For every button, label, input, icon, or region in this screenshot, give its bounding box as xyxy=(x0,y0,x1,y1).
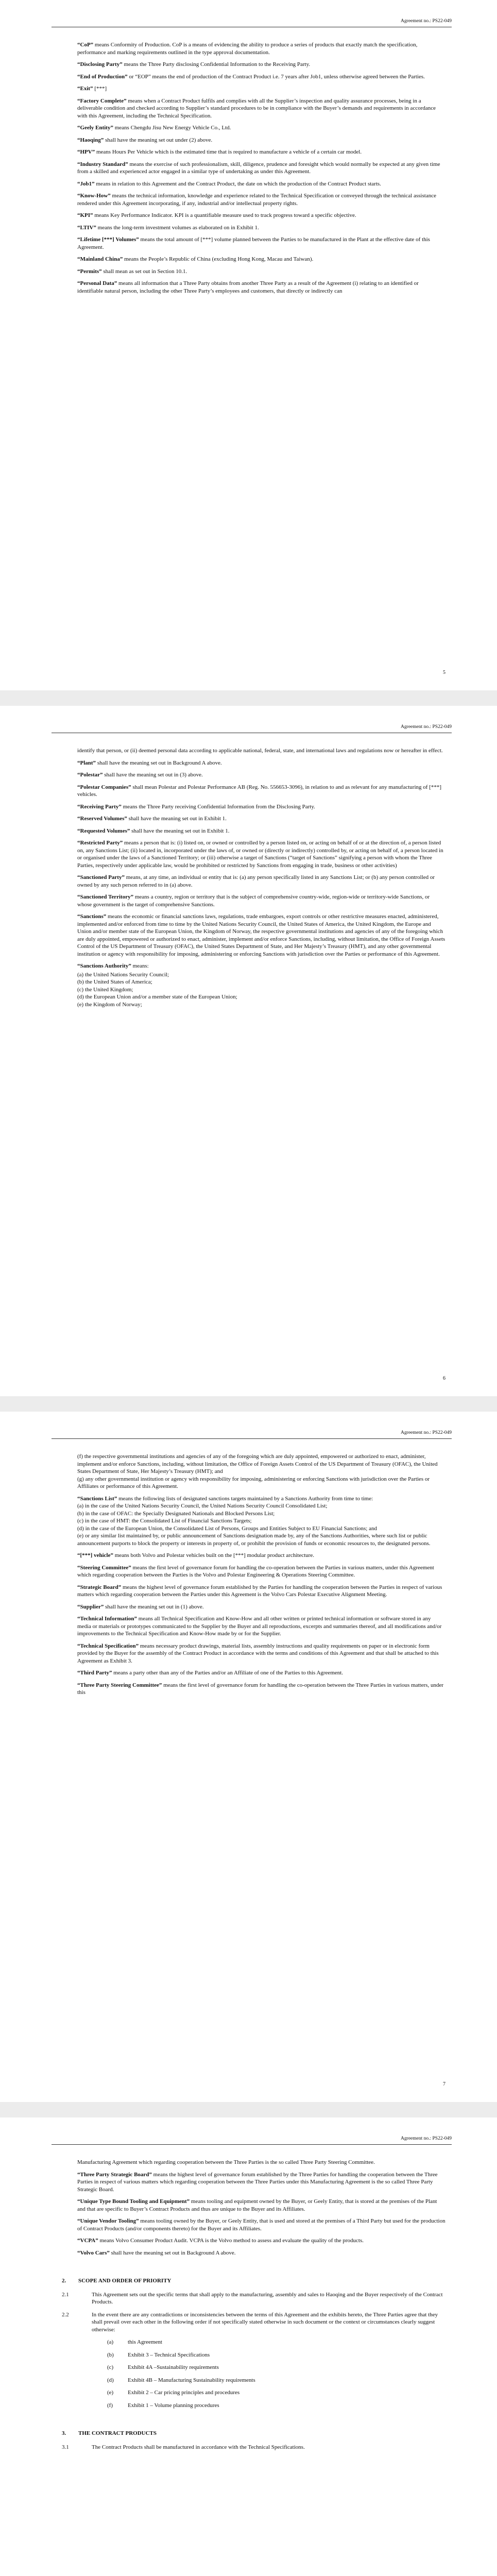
definition-paragraph: “Requested Volumes” shall have the meaning set out in Exhibit 1. xyxy=(77,827,230,834)
clause-2-2: 2.2 In the event there are any contradictions or inconsistencies between the terms of this Agreement and the exhibits hereto, the Three Parties agree that they shall prevail over each other in the following order if not specifically stated otherwise in such document or the context or circumstances clearly suggest otherwise: xyxy=(62,2311,438,2333)
definition-paragraph: “Sanctioned Party” means, at any time, an individual or entity that is: (a) any person specifically listed in any Sanctions List; or (b) any person controlled or owned by any such person referred to in (a) above. xyxy=(77,874,435,888)
definition-paragraph: “Unique Type Bound Tooling and Equipment” means tooling and equipment owned by the Buyer, or Geely Entity, that is stored at the premises of the Plant and that are specific to Buyer’s Contract Products and thus are unique to the Buyer and its Affiliates. xyxy=(77,2198,437,2212)
definition-paragraph: “Know-How” means the technical information, knowledge and experience related to the Technical Specification or conveyed through the technical assistance rendered under this Agreement incorporating, if any, industrial and/or intellectual property rights. xyxy=(77,193,436,207)
section-heading-scope: 2. SCOPE AND ORDER OF PRIORITY xyxy=(62,2278,172,2284)
definitions-block xyxy=(62,2159,445,2456)
definition-paragraph: “Unique Vendor Tooling” means tooling owned by the Buyer, or Geely Entity, that is used and stored at the premises of a Third Party but used for the production of Contract Products (and/or components thereto) for the Buyer and its Affiliates. xyxy=(77,2218,445,2232)
header-rule xyxy=(52,1438,452,1439)
definition-paragraph: “Sanctions Authority” means: xyxy=(77,963,149,970)
definition-paragraph: “Reserved Volumes” shall have the meaning set out in Exhibit 1. xyxy=(77,816,227,822)
priority-list-item: (c) Exhibit 4A –Sustainability requirements xyxy=(107,2364,219,2371)
definition-paragraph: “CoP” means Conformity of Production. CoP is a means of evidencing the ability to produce a series of products that exactly match the specification, performance and marking requirements outlined in the type approval documentation. xyxy=(77,42,418,56)
page-number: 5 xyxy=(443,670,445,675)
document-page-7 xyxy=(0,1412,497,2102)
definitions-block xyxy=(77,1453,445,1701)
definition-paragraph: “Technical Specification” means necessary product drawings, material lists, assembly instructions and quality requirements on paper or in electronic form provided by the Buyer for the assembly of the Contract Product in accordance with the terms and conditions of this Agreement and that shall be attached to this Agreement as Exhibit 3. xyxy=(77,1642,439,1664)
clause-3-1: 3.1 The Contract Products shall be manufactured in accordance with the Technical Specifications. xyxy=(62,2444,305,2450)
definition-paragraph: “Strategic Board” means the highest level of governance forum established by the Parties for handling the cooperation between the Parties in respect of various matters which regarding cooperation between the Parties under this Agreement is the Volvo Cars Polestar Executive Alignment Meeting. xyxy=(77,1584,442,1598)
definition-paragraph: “Industry Standard” means the exercise of such professionalism, skill, diligence, prudence and foresight which would normally be expected at any given time from a skilled and experienced actor engaged in a similar type of undertaking as under this Agreement. xyxy=(77,161,440,175)
header-rule xyxy=(52,2144,452,2145)
definition-paragraph: “Polestar” shall have the meaning set out in (3) above. xyxy=(77,772,203,778)
priority-list-item: (a) this Agreement xyxy=(107,2339,162,2346)
definitions-block xyxy=(77,41,445,299)
definition-paragraph: “VCPA” means Volvo Consumer Product Audit. VCPA is the Volvo method to assess and evaluate the quality of the products. xyxy=(77,2238,364,2244)
definition-paragraph: “Lifetime [***] Volumes” means the total amount of [***] volume planned between the Parties to be manufactured in the Plant at the effective date of this Agreement. xyxy=(77,236,430,250)
document-page-8 xyxy=(0,2117,497,2576)
definition-paragraph: Manufacturing Agreement which regarding cooperation between the Three Parties is the so called Three Party Steering Committee. xyxy=(77,2159,375,2165)
definition-paragraph: “KPI” means Key Performance Indicator. KPI is a quantifiable measure used to track progress toward a specific objective. xyxy=(77,212,356,219)
definition-paragraph: “Sanctions” means the economic or financial sanctions laws, regulations, trade embargoes, export controls or other restrictive measures enacted, administered, implemented and/or enforced from time to time by the United Nations Security Council, the United States of America, the United Kingdom, the Europe and Union and/or member state of the European Union, the Kingdom of Norway, the respective governmental institutions and agencies of any of the foregoing which are duly appointed, empowered or authorized to enact, administer, implement and/or enforce Sanctions, including, without limitation, the Office of Foreign Assets Control of the US Department of Treasury (OFAC), the United States Department of State, and Her Majesty’s Treasury (HMT), and any other governmental institution or agency with responsibility for imposing, administering or enforcing Sanctions with jurisdiction over the Parties or performance of this Agreement. xyxy=(77,913,445,957)
section-heading-contract-products: 3. THE CONTRACT PRODUCTS xyxy=(62,2430,157,2437)
clause-2-1: 2.1 This Agreement sets out the specific terms that shall apply to the manufacturing, assembly and sales to Haoqing and the Buyer respectively of the Contract Products. xyxy=(62,2291,443,2306)
document-page-5 xyxy=(0,0,497,690)
definition-paragraph: “Job1” means in relation to this Agreement and the Contract Product, the date on which the production of the Contract Product starts. xyxy=(77,180,381,187)
definition-paragraph: “Restricted Party” means a person that is: (i) listed on, or owned or controlled by a person listed on, or acting on behalf of or at the direction of, a person listed on, any Sanctions List; (ii) located in, incorporated under the laws of, or owned or (directly or indirectly) controlled by, or acting on behalf of, a person located in or organised under the laws of a Sanctioned Territory; or (iii) otherwise a target of Sanctions (“target of Sanctions” signifying a person with whom the Three Parties, respectively under applicable law, would be prohibited or restricted by Sanctions from engaging in trade, business or other activities) xyxy=(77,840,443,869)
priority-list-item: (e) Exhibit 2 – Car pricing principles and procedures xyxy=(107,2389,240,2396)
page-number: 7 xyxy=(443,2081,445,2087)
priority-list-item: (f) Exhibit 1 – Volume planning procedures xyxy=(107,2402,219,2409)
definition-paragraph: “Volvo Cars” shall have the meaning set out in Background A above. xyxy=(77,2249,236,2256)
definitions-block xyxy=(77,747,445,1013)
definition-paragraph: “End of Production” or “EOP” means the end of production of the Contract Product i.e. 7 years after Job1, unless otherwise agreed between the Parties. xyxy=(77,73,425,80)
definition-paragraph: “Disclosing Party” means the Three Party disclosing Confidential Information to the Receiving Party. xyxy=(77,61,311,68)
definition-paragraph: “Plant” shall have the meaning set out in Background A above. xyxy=(77,759,222,766)
definition-paragraph: “Personal Data” means all information that a Three Party obtains from another Three Party as a result of the Agreement (i) relating to an identified or identifiable natural person, including the other Three Party’s employees and customers, that directly or indirectly can xyxy=(77,280,419,294)
definition-paragraph: “[***] vehicle” means both Volvo and Polestar vehicles built on the [***] modular product architecture. xyxy=(77,1552,314,1559)
definition-paragraph: “Haoqing” shall have the meaning set out under (2) above. xyxy=(77,137,213,143)
definition-paragraph: “Polestar Companies” shall mean Polestar and Polestar Performance AB (Reg. No. 556653-3096), in relation to and as relevant for any manufacturing of [***] vehicles. xyxy=(77,784,441,798)
sanctions-authority-list: (a) the United Nations Security Council; (b) the United States of America; (c) the United Kingdom; (d) the European Union and/or a member state of the European Union; (e) the Kingdom of Norway; xyxy=(77,971,237,1008)
definition-paragraph: (f) the respective governmental institutions and agencies of any of the foregoing which are duly appointed, empowered or authorized to enact, administer, implement and/or enforce Sanctions, including, without limitation, the Office of Foreign Assets Control of the US Department of Treasury (OFAC), the United States Department of State, Her Majesty’s Treasury (HMT); and (g) any other governmental institution or agency with responsibility for imposing, administering or enforcing Sanctions with jurisdiction over the Parties or Affiliates or performance of this Agreement. xyxy=(77,1453,438,1490)
definition-paragraph: “Receiving Party” means the Three Party receiving Confidential Information from the Disclosing Party. xyxy=(77,803,315,810)
definition-paragraph: “Factory Complete” means when a Contract Product fulfils and complies with all the Supplier’s inspection and quality assurance processes, being in a deliverable condition and checked according to Supplier’s standard procedures to be in compliance with the Buyer’s demands and requirements in accordance with this Agreement, including the Technical Specification. xyxy=(77,97,436,119)
definition-paragraph: “Geely Entity” means Chengdu Jisu New Energy Vehicle Co., Ltd. xyxy=(77,125,231,131)
definition-paragraph: “Exit” [***] xyxy=(77,86,107,92)
document-page-6 xyxy=(0,706,497,1396)
definition-paragraph: “Three Party Steering Committee” means the first level of governance forum for handling the co-operation between the Three Parties in various matters, under this xyxy=(77,1682,443,1696)
agreement-number-header: Agreement no.: PS22-049 xyxy=(401,1430,452,1435)
definition-paragraph: “Third Party” means a party other than any of the Parties and/or an Affiliate of one of the Parties to this Agreement. xyxy=(77,1670,344,1676)
agreement-number-header: Agreement no.: PS22-049 xyxy=(401,2136,452,2141)
definition-paragraph: “Sanctioned Territory” means a country, region or territory that is the subject of comprehensive country-wide, region-wide or territory-wide Sanctions, or whose government is the target of comprehensive Sanctions. xyxy=(77,894,430,908)
definition-paragraph: “Sanctions List” means the following lists of designated sanctions targets maintained by a Sanctions Authority from time to time: (a) in the case of the United Nations Security Council, the United Nations Security Council Consolidated List; (b) in the case of OFAC: the Specially Designated Nationals and Blocked Persons List; (c) in the case of HMT: the Consolidated List of Financial Sanctions Targets; (d) in the case of the European Union, the Consolidated List of Persons, Groups and Entities Subject to EU Financial Sanctions; and (e) or any similar list maintained by, or public announcement of Sanctions designation made by, any of the Sanctions Authorities, where such list or public announcement purports to block the property or interests in property of, or prohibit the provision of funds or economic resources to, the designated persons. xyxy=(77,1495,431,1547)
definition-paragraph: “Permits” shall mean as set out in Section 10.1. xyxy=(77,268,187,275)
definition-paragraph: “Supplier” shall have the meaning set out in (1) above. xyxy=(77,1603,204,1610)
agreement-number-header: Agreement no.: PS22-049 xyxy=(401,19,452,24)
definition-paragraph: “HPV” means Hours Per Vehicle which is the estimated time that is required to manufacture a vehicle of a certain car model. xyxy=(77,149,362,156)
definition-paragraph: “Steering Committee” means the first level of governance forum for handling the co-operation between the Parties in various matters, under this Agreement which regarding cooperation between the Parties is the Volvo and Polestar Engineering & Operations Steering Committee. xyxy=(77,1564,434,1579)
page-number: 6 xyxy=(443,1376,445,1381)
definition-paragraph: “Technical Information” means all Technical Specification and Know-How and all other written or printed technical information or software stored in any media or materials or prototypes communicated to the Supplier by the Buyer and all reproductions, excerpts and summaries thereof, and all modifications and/or improvements to the Technical Specification and Know-How made by or for the Supplier. xyxy=(77,1616,442,1637)
definition-paragraph: identify that person, or (ii) deemed personal data according to applicable national, federal, state, and international laws and regulations now or hereafter in effect. xyxy=(77,748,443,754)
definition-paragraph: “LTIV” means the long-term investment volumes as elaborated on in Exhibit 1. xyxy=(77,224,259,231)
priority-list-item: (b) Exhibit 3 – Technical Specifications xyxy=(107,2351,210,2358)
definition-paragraph: “Mainland China” means the People’s Republic of China (excluding Hong Kong, Macau and Taiwan). xyxy=(77,256,314,263)
agreement-number-header: Agreement no.: PS22-049 xyxy=(401,724,452,730)
definition-paragraph: “Three Party Strategic Board” means the highest level of governance forum established by the Three Parties for handling the cooperation between the Three Parties in respect of various matters which regarding cooperation between the Three Parties under this Manufacturing Agreement is the so called Three Party Strategic Board. xyxy=(77,2171,438,2193)
priority-list-item: (d) Exhibit 4B – Manufacturing Sustainability requirements xyxy=(107,2377,255,2383)
